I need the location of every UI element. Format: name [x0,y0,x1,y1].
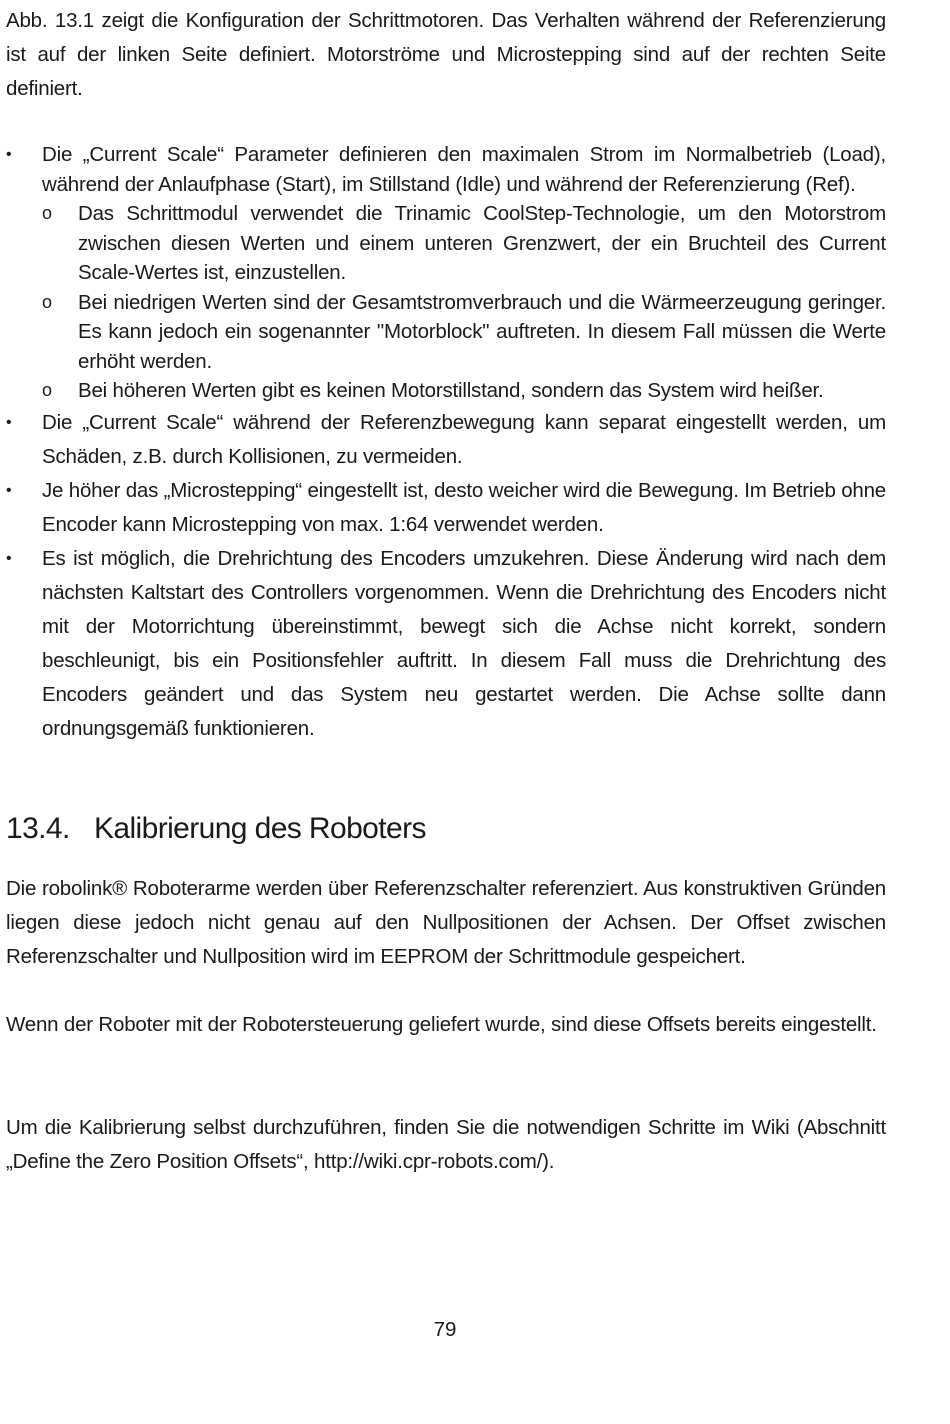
sub-list-item-text: Bei niedrigen Werten sind der Gesamtstromverbrauch und die Wärmeerzeugung geringer. Es kann jedoch ein sogenannter "Motorblock" auftreten. In diesem Fall müssen die Werte erhöht werden. [78,290,886,373]
sub-bullet-icon: o [42,291,52,312]
sub-bullet-icon: o [42,380,52,400]
section-number: 13.4. [6,812,70,845]
sub-list-item-text: Bei höheren Werten gibt es keinen Motorstillstand, sondern das System wird heißer. [78,379,824,402]
list-item-text: Je höher das „Microstepping“ eingestellt ist, desto weicher wird die Bewegung. Im Betrieb ohne Encoder kann Microstepping von max. 1:64 verwendet werden. [42,478,886,536]
sub-list-item-text: Das Schrittmodul verwendet die Trinamic CoolStep-Technologie, um den Motorstrom zwischen diesen Werten und einem unteren Grenzwert, der ein Bruchteil des Current Scale-Wertes ist, einzustellen. [78,202,886,284]
paragraph-reference-switches: Die robolink® Roboterarme werden über Referenzschalter referenziert. Aus konstruktiven Gründen liegen diese jedoch nicht genau auf den Nullpositionen der Achsen. Der Offset zwischen Referenzschalter und Nullposition wird im EEPROM der Schrittmodule gespeichert. [6,877,886,968]
bullet-list [6,140,886,746]
bullet-icon: • [6,413,12,431]
bullet-icon: • [6,549,12,567]
section-heading [6,812,426,846]
section-title: Kalibrierung des Roboters [94,812,426,845]
list-item-reference-current [6,406,886,474]
paragraph-offsets-preset: Wenn der Roboter mit der Robotersteuerung geliefert wurde, sind diese Offsets bereits eingestellt. [6,1013,877,1036]
sub-list-item-coolstep [42,199,886,288]
list-item-encoder-direction [6,542,886,746]
bullet-icon: • [6,146,12,163]
intro-paragraph: Abb. 13.1 zeigt die Konfiguration der Schrittmotoren. Das Verhalten während der Referenzierung ist auf der linken Seite definiert. Motorströme und Microstepping sind auf der rechten Seite definiert. [6,9,886,100]
sub-bullet-icon: o [42,203,52,223]
sub-list-item-low-values [42,288,886,377]
list-item-microstepping [6,474,886,542]
sub-list-item-high-values [42,376,886,406]
list-item-text: Die „Current Scale“ Parameter definieren den maximalen Strom im Normalbetrieb (Load), während der Anlaufphase (Start), im Stillstand (Idle) und während der Referenzierung (Ref). [42,143,886,196]
list-item-text: Die „Current Scale“ während der Referenzbewegung kann separat eingestellt werden, um Schäden, z.B. durch Kollisionen, zu vermeiden. [42,410,886,468]
sub-list [42,199,886,406]
list-item-current-scale [6,140,886,406]
bullet-icon: • [6,481,12,499]
list-item-text: Es ist möglich, die Drehrichtung des Encoders umzukehren. Diese Änderung wird nach dem nächsten Kaltstart des Controllers vorgenommen. Wenn die Drehrichtung des Encoders nicht mit der Motorrichtung übereinstimmt, bewegt sich die Achse nicht korrekt, sondern beschleunigt, bis ein Positionsfehler auftritt. In diesem Fall muss die Drehrichtung des Encoders geändert und das System neu gestartet werden. Die Achse sollte dann ordnungsgemäß funktionieren. [42,546,886,740]
page-number: 79 [433,1318,457,1341]
paragraph-calibration-wiki: Um die Kalibrierung selbst durchzuführen, finden Sie die notwendigen Schritte im Wiki (Abschnitt „Define the Zero Position Offsets“, http://wiki.cpr-robots.com/). [6,1116,886,1173]
